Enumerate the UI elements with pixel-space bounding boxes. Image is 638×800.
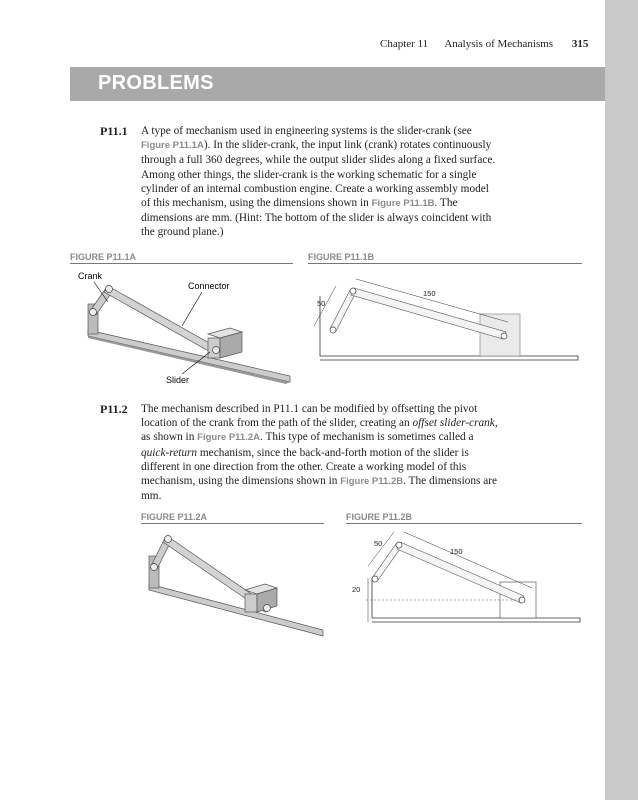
figure-p11-2a (141, 526, 326, 642)
figure-p11-2b (346, 526, 584, 630)
problem-text (141, 402, 501, 503)
problem-text (141, 124, 501, 240)
dim-connector: 150 (423, 289, 436, 298)
problems-banner (70, 67, 605, 101)
section-title: Analysis of Mechanisms (444, 38, 554, 50)
problem-number: P11.2 (100, 402, 128, 416)
figure-caption: FIGURE P11.2A (141, 512, 324, 524)
label-connector: Connector (188, 281, 230, 291)
dim-crank: 50 (317, 299, 326, 308)
emphasis: offset slider-crank (412, 417, 495, 430)
text-run: . The dimensions are mm. (Hint: The bottom of the slider is always coincident with the ground plane.) (141, 197, 492, 239)
text-run: , as shown in (141, 417, 498, 444)
text-run: The mechanism described in P11.1 can be modified by offsetting the pivot location of the crank from the path of the slider, creating an (141, 403, 478, 430)
label-slider: Slider (166, 375, 190, 385)
running-head (380, 38, 588, 50)
text-run: mechanism, since the back-and-forth motion of the slider is different in one direction from the other. Create a working model of this mechanism, using the dimensions shown in (141, 446, 469, 488)
chapter-label: Chapter 11 (380, 38, 429, 50)
text-run: . This type of mechanism is sometimes called a (260, 431, 474, 444)
banner-title: PROBLEMS (98, 72, 214, 94)
problem-number: P11.1 (100, 124, 128, 138)
figure-caption: FIGURE P11.1A (70, 252, 293, 264)
figure-reference[interactable]: Figure P11.1A (141, 140, 204, 152)
figure-p11-1b (308, 266, 584, 366)
text-run: ). In the slider-crank, the input link (crank) rotates continuously through a full 360 degrees, while the output slider slides along a fixed surface. Among other things, the slider-crank is the working schematic for a single cylinder of an internal combustion engine. Create a working assembly model of this mechanism, using the dimensions shown in (141, 139, 496, 210)
text-run: . The dimensions are mm. (141, 475, 498, 503)
dim-connector: 150 (450, 547, 463, 556)
figure-caption: FIGURE P11.2B (346, 512, 582, 524)
emphasis: quick-return (141, 446, 198, 459)
figure-caption: FIGURE P11.1B (308, 252, 582, 264)
page-edge-tab (605, 0, 638, 800)
text-run: A type of mechanism used in engineering systems is the slider-crank (see (141, 125, 472, 137)
label-crank: Crank (78, 271, 103, 281)
figure-reference[interactable]: Figure P11.1B (371, 198, 435, 210)
figure-reference[interactable]: Figure P11.2A (197, 432, 261, 444)
dim-crank: 50 (374, 539, 383, 548)
page-number: 315 (571, 38, 589, 50)
dim-offset: 20 (352, 585, 361, 594)
figure-p11-1a (70, 266, 295, 390)
figure-reference[interactable]: Figure P11.2B (340, 476, 404, 488)
